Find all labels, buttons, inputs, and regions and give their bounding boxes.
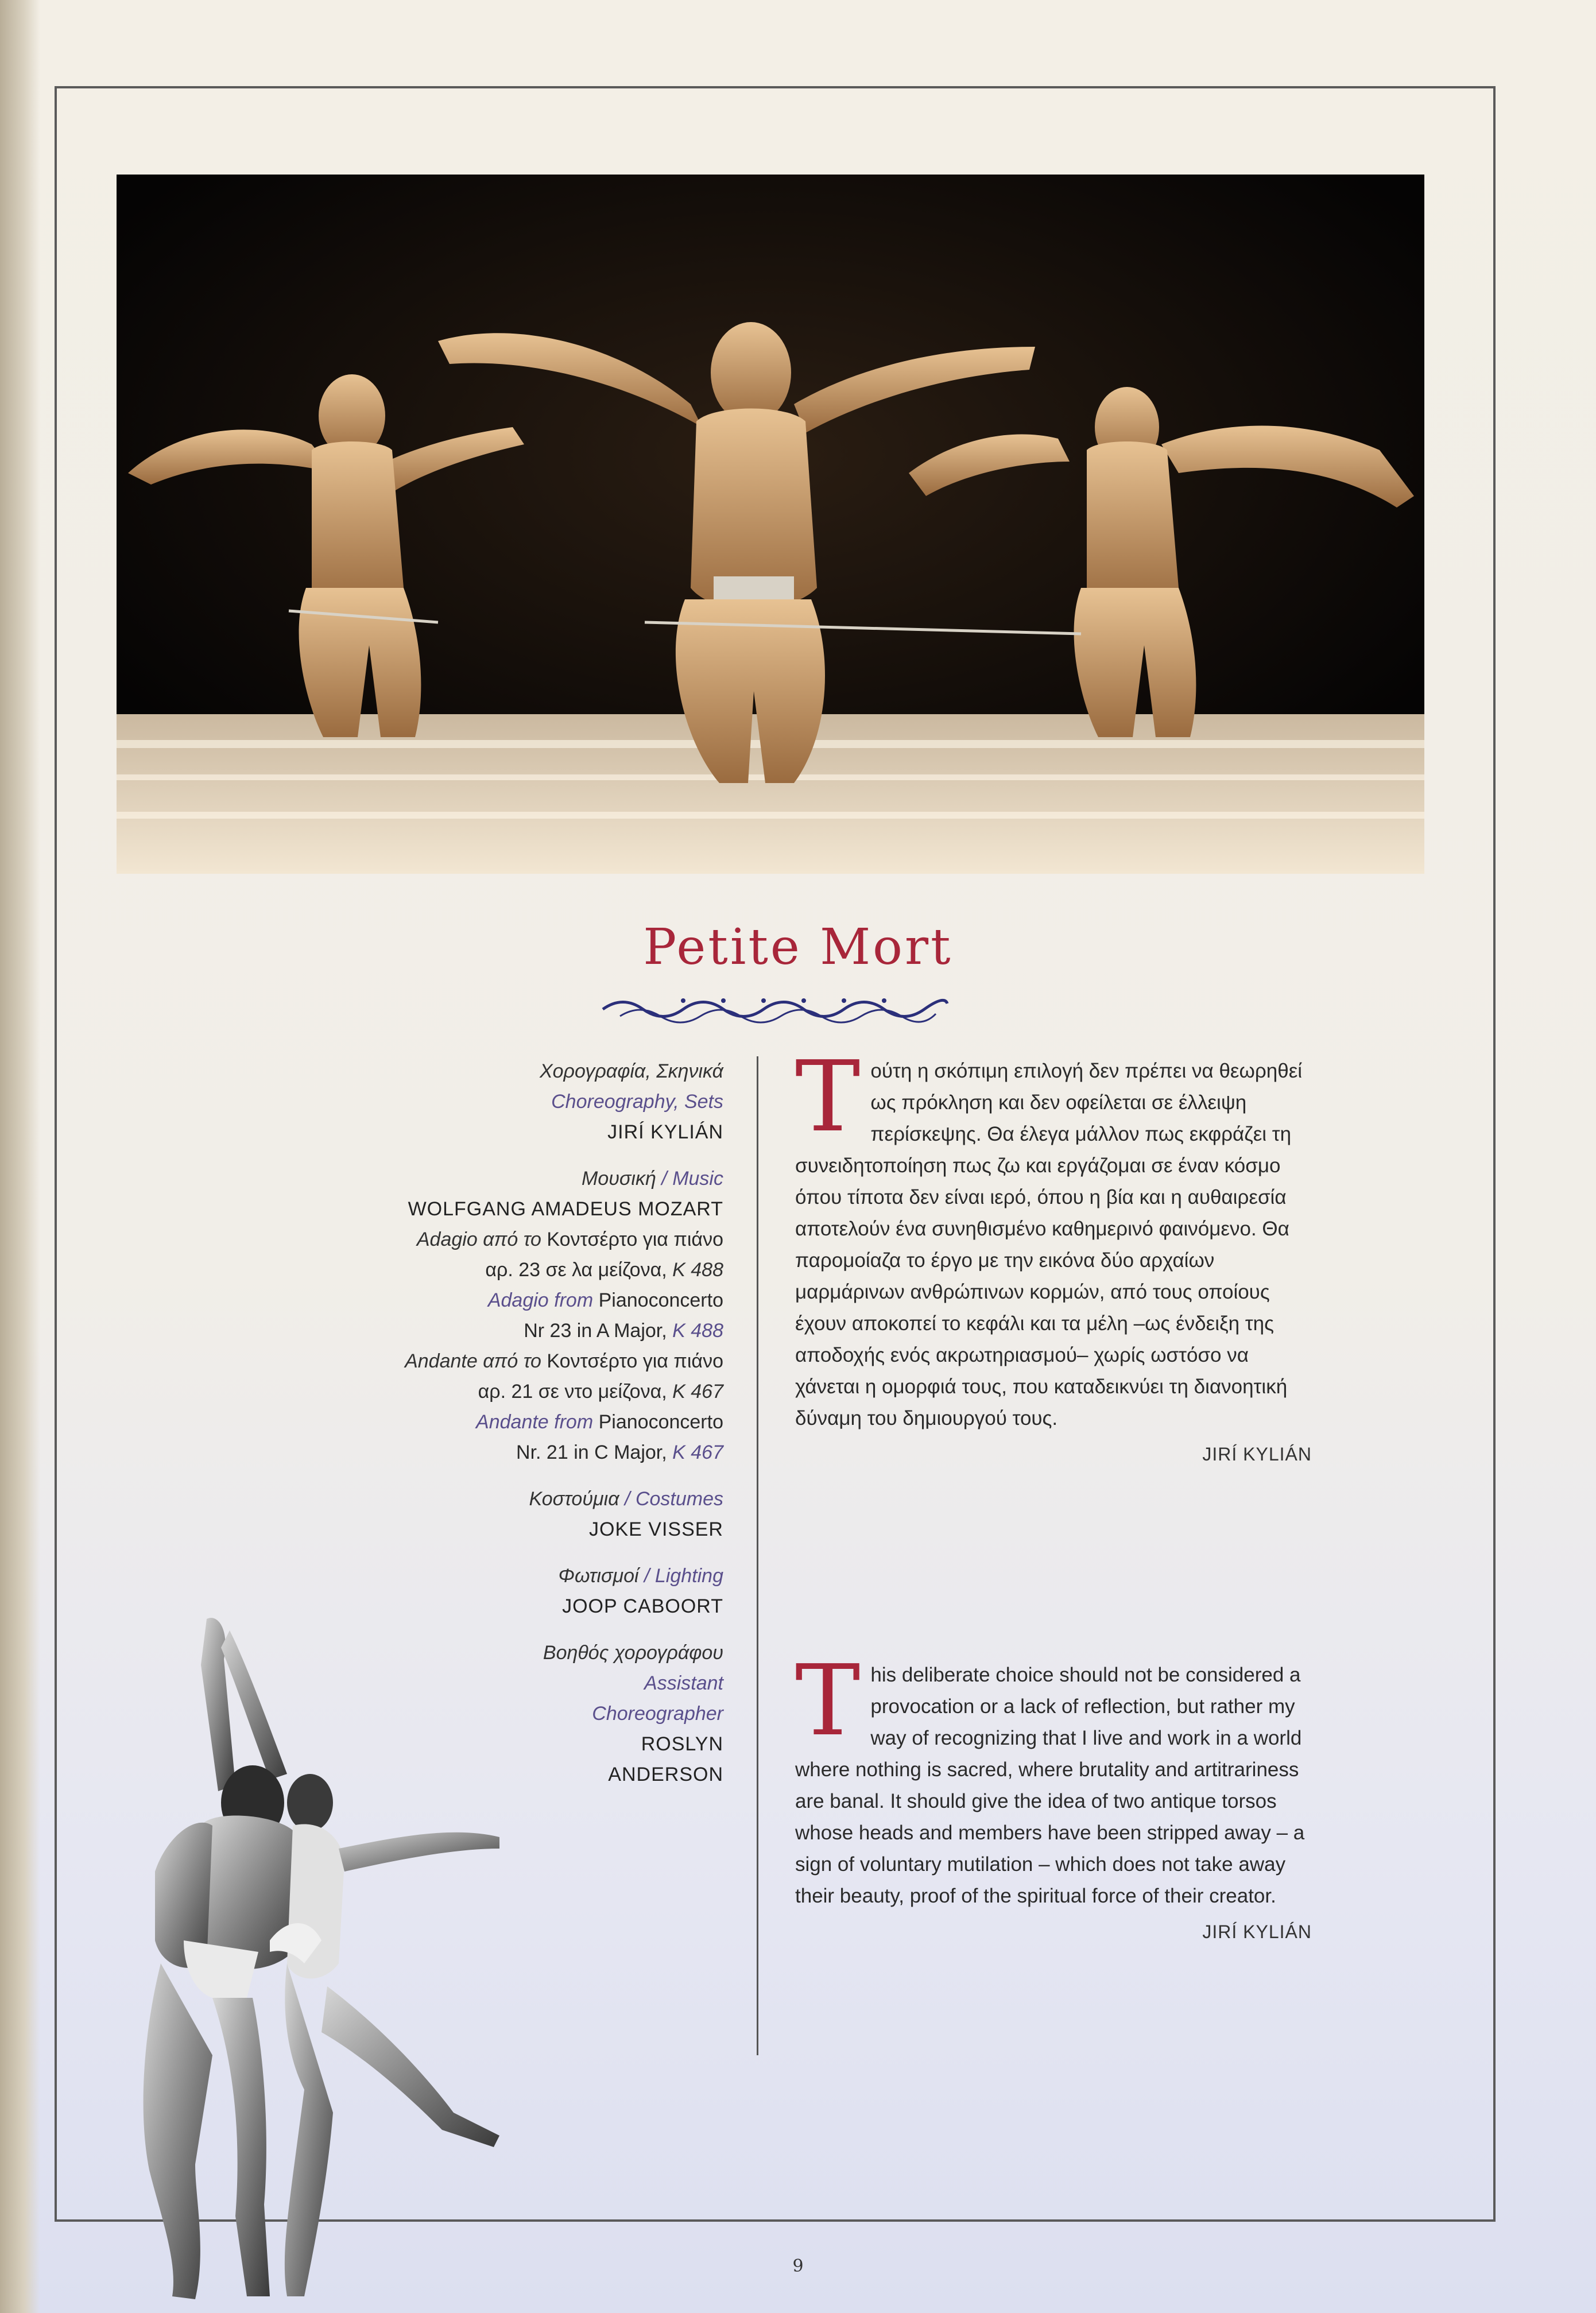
credit-costumes: Κοστούμια / Costumes JOKE VISSER (344, 1484, 723, 1545)
credit-lighting: Φωτισμοί / Lighting JOOP CABOORT (344, 1561, 723, 1622)
credit-label-greek: Χορογραφία, Σκηνικά (539, 1060, 723, 1082)
credit-name: JIRÍ KYLIÁN (607, 1121, 723, 1143)
page-title: Petite Mort (643, 919, 953, 976)
wave-ornament-icon (597, 986, 953, 1032)
page-binding (0, 0, 40, 2313)
music-work-line: Adagio from Pianoconcerto (487, 1289, 723, 1311)
music-work-line: αρ. 21 σε ντο μείζονα, K 467 (478, 1381, 723, 1402)
music-work-line: αρ. 23 σε λα μείζονα, K 488 (485, 1259, 723, 1281)
music-work-line: Andante from Pianoconcerto (476, 1411, 723, 1433)
credit-name: JOOP CABOORT (562, 1595, 723, 1617)
credit-assistant: Βοηθός χορογράφου Assistant Choreographer ROSLYN ANDERSON (543, 1642, 723, 1785)
credit-label-english: Music (672, 1168, 723, 1190)
music-work-line: Andante από το Κοντσέρτο για πιάνο (405, 1350, 723, 1372)
music-work-line: Nr 23 in A Major, K 488 (524, 1320, 723, 1342)
signature: JIRÍ KYLIÁN (1202, 1921, 1312, 1942)
dropcap: Τ (795, 1040, 861, 1154)
english-statement (795, 1644, 1312, 1948)
music-work-line: Nr. 21 in C Major, K 467 (516, 1442, 723, 1463)
credit-name: JOKE VISSER (589, 1518, 723, 1540)
credit-label-english: Choreography, Sets (551, 1091, 723, 1113)
bottom-photo-dancing-couple (98, 1596, 603, 2308)
credit-name: WOLFGANG AMADEUS MOZART (408, 1198, 723, 1220)
top-photo-three-dancers (117, 175, 1424, 874)
music-work-line: Adagio από το Κοντσέρτο για πιάνο (416, 1229, 723, 1250)
statement-body: ούτη η σκόπιμη επιλογή δεν πρέπει να θεωρηθεί ως πρόκληση και δεν οφείλεται σε έλλειψη περίσκεψης. Θα έλεγα μάλλον πως εκφράζει τη συνειδητοποίηση πως ζω και εργάζομαι σε έναν κόσμο όπου τίποτα δεν είναι ιερό, όπου η βία και η αυθαιρεσία αποτελούν ένα συνηθισμένο καθημερινό φαινόμενο. Θα παρομοίαζα το έργο με την εικόνα δύο αρχαίων μαρμάρινων ανθρώπινων κορμών, από τους οποίους έχουν αποκοπεί το κεφάλι και τα μέλη –ως ένδειξη της αποδοχής ενός ακρωτηριασμού– χωρίς ωστόσο να χάνεται η ομορφιά τους, που καταδεικνύει τη διανοητική δύναμη του δημιουργού τους. (795, 1060, 1303, 1429)
statement-body: his deliberate choice should not be considered a provocation or a lack of reflection, but rather my way of recognizing that I live and work in a world where nothing is sacred, where brutality and artitrariness are banal. It should give the idea of two antique torsos whose heads and members have been stripped away – a sign of voluntary mutilation – which does not take away their beauty, proof of the spiritual force of their creator. (795, 1664, 1305, 1907)
credit-music: Μουσική / Music WOLFGANG AMADEUS MOZART Adagio από το Κοντσέρτο για πιάνο αρ. 23 σε λα μείζονα, K 488 Adagio from Pianoconcerto Nr 23 in A Major, K 488 Andante από το Κοντσέρτο για πιάνο αρ. 21 σε ντο μείζονα, K 467 Andante from Pianoconcerto Nr. 21 in C Major, K 467 (344, 1164, 723, 1468)
credit-label-greek: Μουσική (582, 1168, 656, 1190)
column-divider (757, 1056, 758, 2055)
greek-statement (795, 1040, 1312, 1470)
signature: JIRÍ KYLIÁN (1202, 1444, 1312, 1464)
credit-choreography (344, 1056, 723, 1148)
page-number: 9 (792, 2256, 804, 2276)
dropcap: T (795, 1644, 861, 1758)
